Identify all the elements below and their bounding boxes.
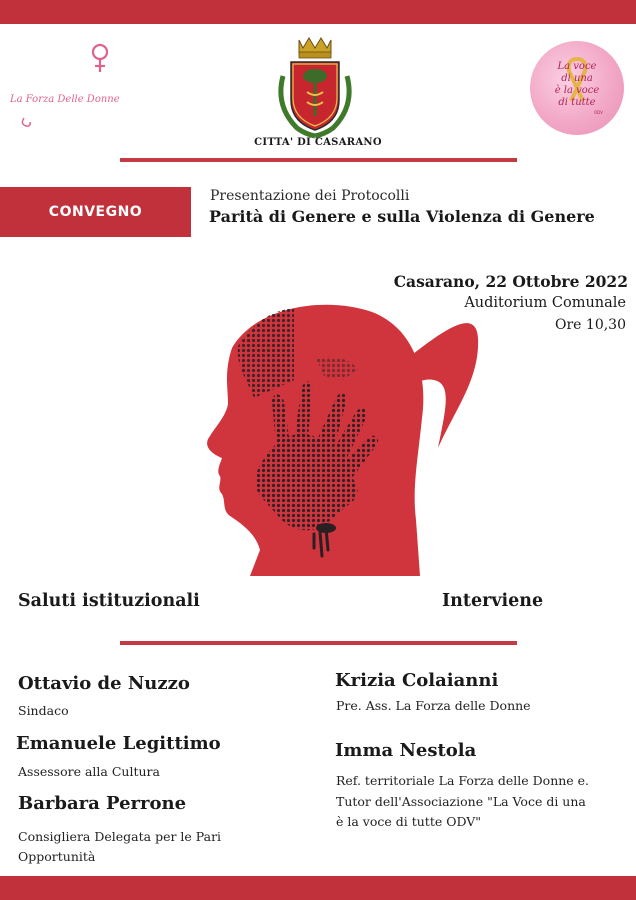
convegno-label: CONVEGNO — [48, 204, 143, 220]
city-name: CITTA' DI CASARANO — [254, 137, 382, 148]
event-time: Ore 10,30 — [555, 317, 626, 333]
odv-label: ODV — [594, 110, 603, 115]
interviene-heading: Interviene — [442, 591, 544, 611]
voce-di-una-logo — [530, 41, 624, 135]
speaker-role: Consigliera Delegata per le Pari — [18, 829, 222, 844]
venus-symbol-icon — [6, 40, 118, 132]
speaker-name: Imma Nestola — [335, 740, 477, 761]
casarano-crest-icon — [273, 36, 357, 140]
forza-donne-logo — [6, 40, 118, 132]
speaker-name: Krizia Colaianni — [335, 670, 499, 691]
speaker-role: è la voce di tutte ODV" — [336, 814, 482, 829]
speaker-role: Opportunità — [18, 849, 96, 864]
event-venue: Auditorium Comunale — [464, 295, 626, 311]
voce-di-una-logo-text: La voce di una è la voce di tutte — [554, 61, 600, 108]
bottom-bar — [0, 876, 636, 900]
event-date: Casarano, 22 Ottobre 2022 — [393, 272, 628, 291]
header-divider — [120, 158, 517, 162]
woman-profile-illustration — [176, 288, 480, 576]
event-subject: Parità di Genere e sulla Violenza di Genere — [209, 207, 595, 226]
speaker-role: Assessore alla Cultura — [18, 764, 160, 779]
saluti-heading: Saluti istituzionali — [18, 591, 200, 611]
speaker-name: Barbara Perrone — [18, 793, 187, 814]
top-bar — [0, 0, 636, 24]
speaker-name: Ottavio de Nuzzo — [18, 673, 190, 694]
speaker-role: Pre. Ass. La Forza delle Donne — [336, 698, 531, 713]
speaker-role: Sindaco — [18, 703, 69, 718]
speaker-name: Emanuele Legittimo — [16, 733, 221, 754]
speaker-role: Tutor dell'Associazione "La Voce di una — [336, 794, 586, 809]
speaker-role: Ref. territoriale La Forza delle Donne e. — [336, 773, 590, 788]
presentation-line: Presentazione dei Protocolli — [210, 188, 410, 204]
forza-donne-logo-text: La Forza Delle Donne — [10, 94, 120, 105]
speakers-divider — [120, 641, 517, 645]
